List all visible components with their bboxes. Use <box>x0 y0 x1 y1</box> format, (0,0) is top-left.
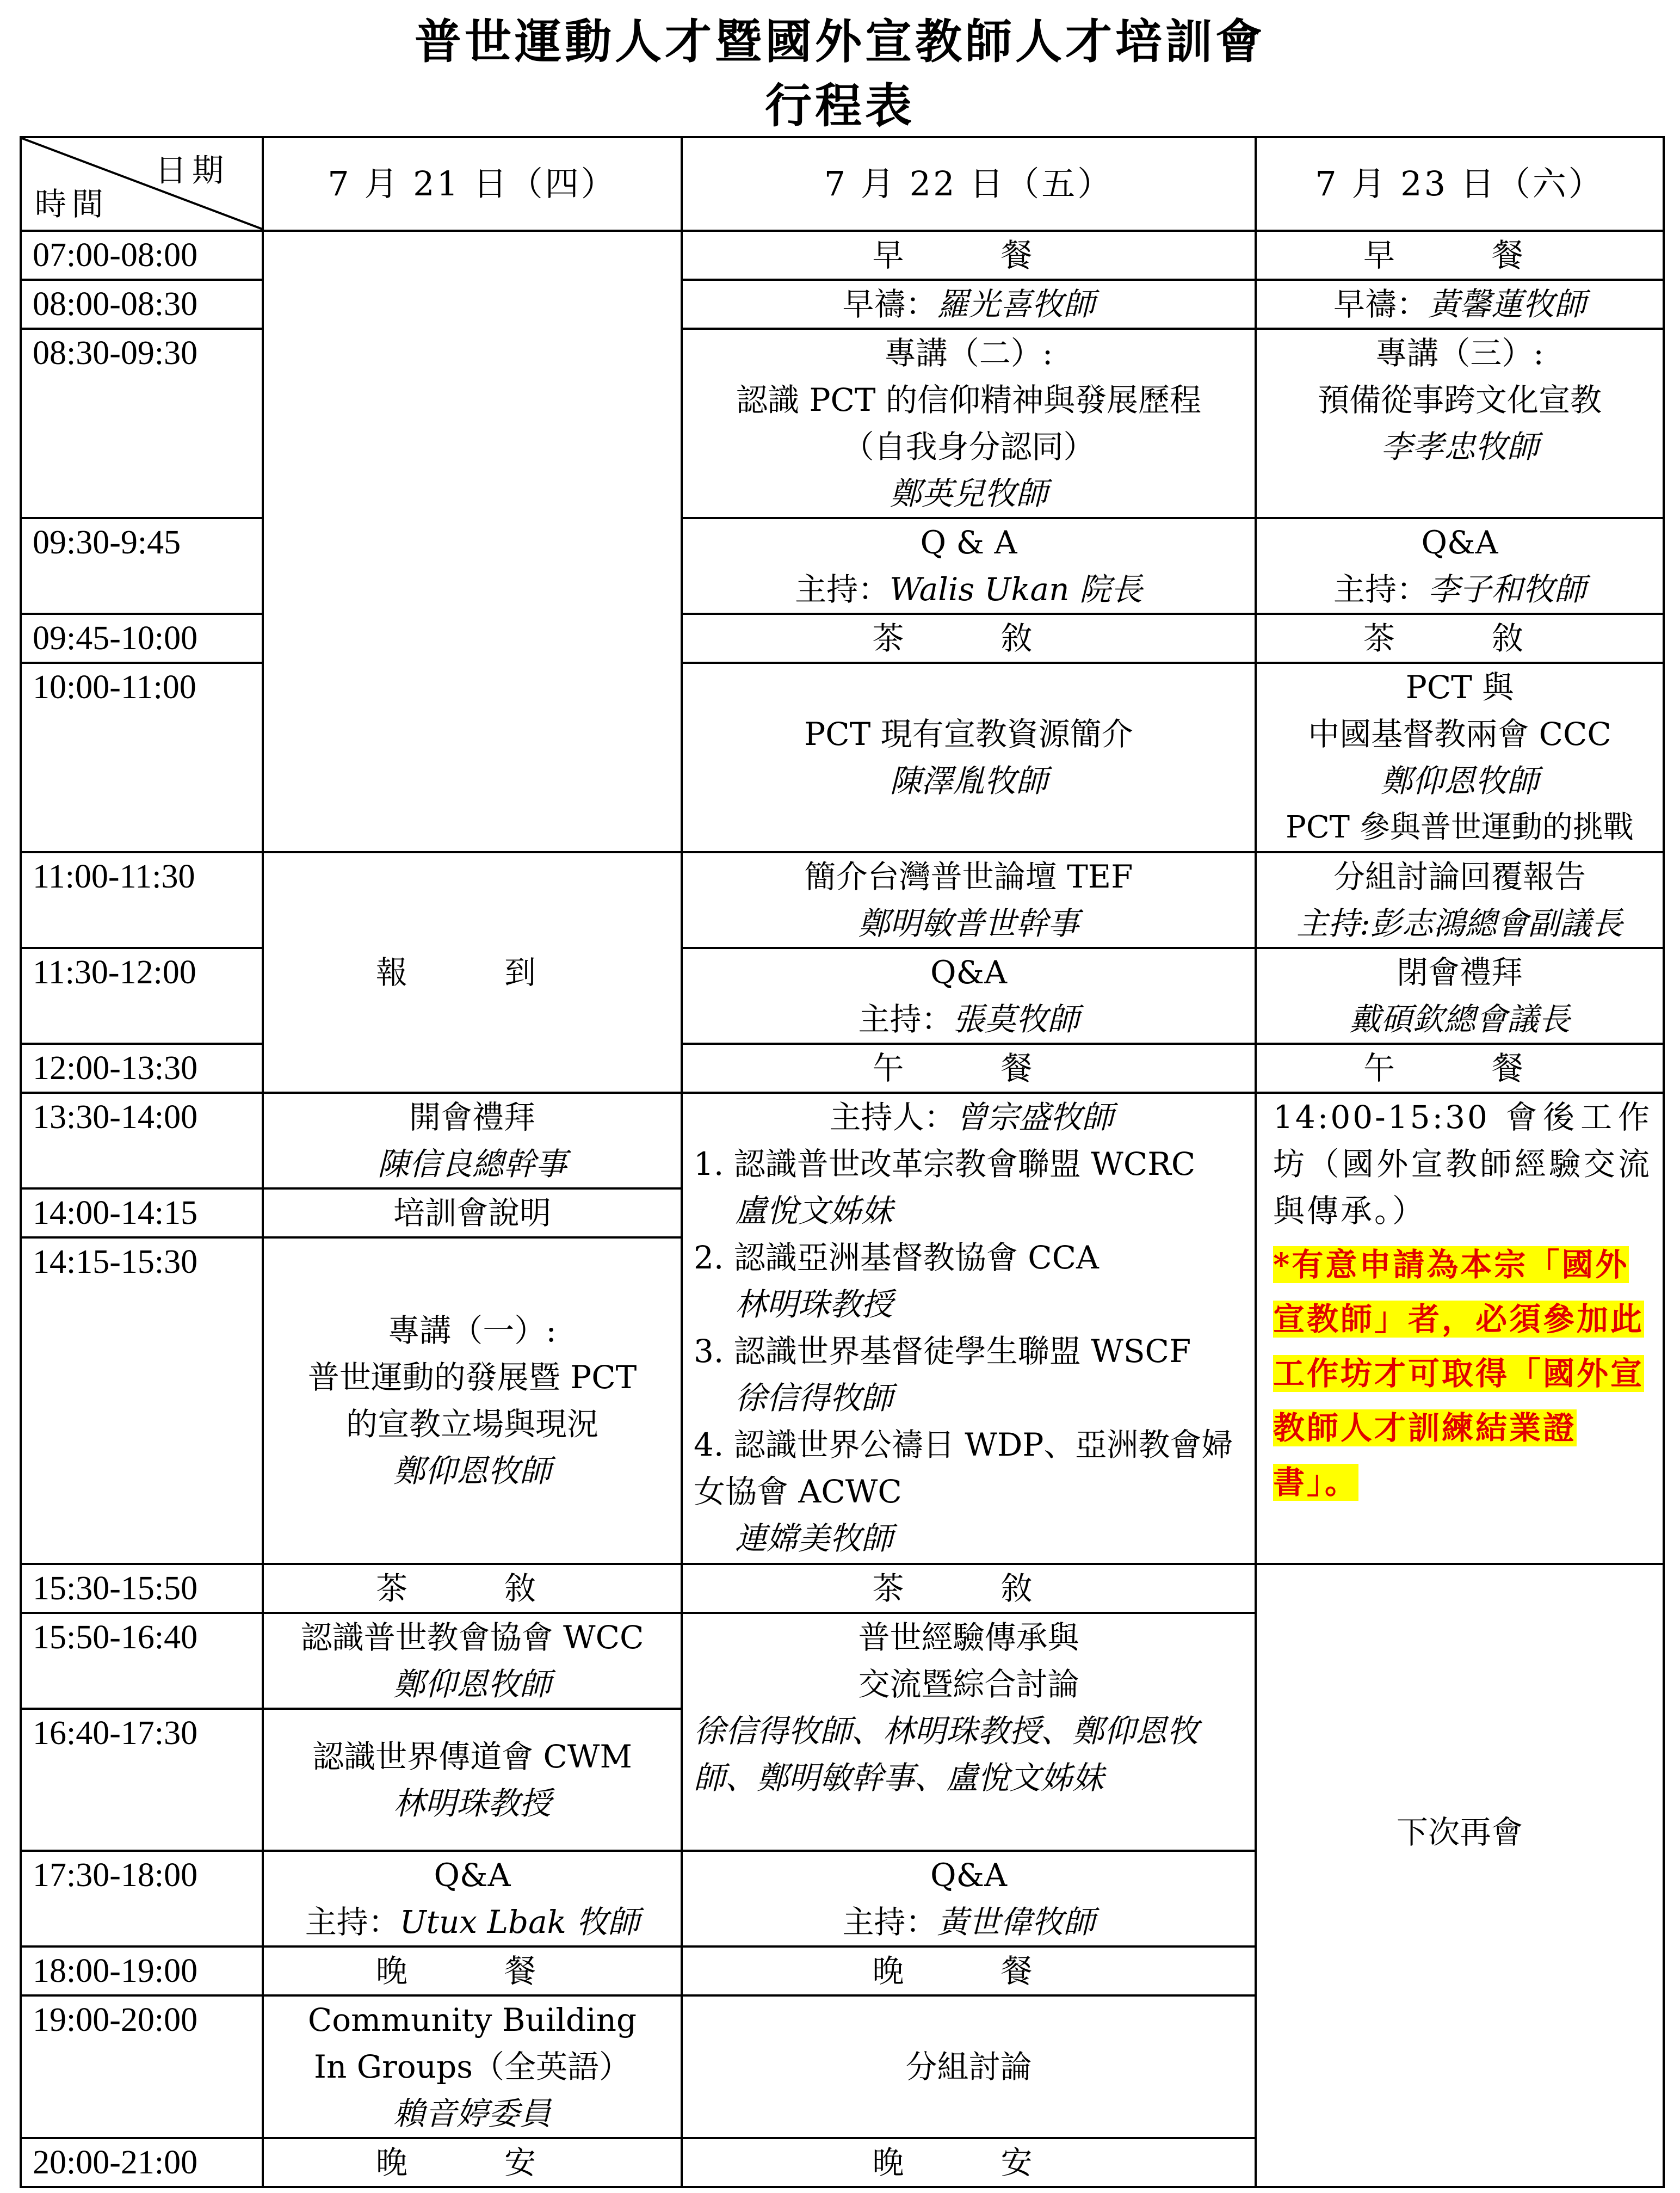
corner-cell <box>21 137 263 231</box>
day2-mission-resources-speaker: 陳澤胤牧師 <box>890 762 1048 799</box>
day3-workshop-notice: *有意申請為本宗「國外宣教師」者，必須參加此工作坊才可取得「國外宣教師人才訓練結業證書」。 <box>1273 1246 1645 1501</box>
day3-lunch <box>1256 1044 1664 1093</box>
day1-opening <box>263 1093 682 1188</box>
list-item-title: 1. 認識普世改革宗教會聯盟 WCRC <box>694 1145 1196 1182</box>
list-item-title: 4. 認識世界公禱日 WDP、亞洲教會婦女協會 ACWC <box>694 1426 1233 1510</box>
day3-ccc-line3: PCT 參與普世運動的挑戰 <box>1286 810 1634 845</box>
time-cell: 15:50-16:40 <box>21 1613 263 1709</box>
list-item <box>694 1328 1249 1421</box>
day3-tea-label: 茶 敘 <box>1363 620 1556 657</box>
day2-qa2-host: 張莫牧師 <box>953 1001 1079 1038</box>
day1-empty-morning <box>263 231 682 852</box>
list-item <box>694 1141 1249 1234</box>
day3-qa1-host-prefix: 主持： <box>1333 571 1428 608</box>
day2-afternoon-sessions <box>682 1093 1256 1564</box>
time-cell: 16:40-17:30 <box>21 1709 263 1851</box>
day2-qa1-host: Walis Ukan 院長 <box>890 571 1142 608</box>
time-cell: 11:00-11:30 <box>21 852 263 948</box>
time-cell: 08:00-08:30 <box>21 280 263 329</box>
corner-time-label: 時間 <box>35 186 109 223</box>
time-cell: 17:30-18:00 <box>21 1851 263 1946</box>
day1-briefing: 培訓會說明 <box>263 1188 682 1237</box>
day1-qa <box>263 1851 682 1946</box>
time-cell: 19:00-20:00 <box>21 1995 263 2138</box>
day1-cb-line1: Community Building <box>307 2001 637 2038</box>
day3-report-host: 主持:彭志鴻總會副議長 <box>1296 905 1623 942</box>
day1-wcc-speaker: 鄭仰恩牧師 <box>393 1666 551 1703</box>
day2-afternoon-host: 曾宗盛牧師 <box>955 1099 1114 1136</box>
day1-dinner-label: 晚 餐 <box>375 1952 569 1989</box>
day3-lecture3-topic: 預備從事跨文化宣教 <box>1317 381 1602 418</box>
list-item-speaker: 盧悅文姊妹 <box>735 1192 893 1229</box>
day3-tea <box>1256 614 1664 663</box>
day1-lecture1-heading: 專講（一）: <box>388 1312 557 1349</box>
day2-qa1-host-prefix: 主持： <box>795 571 890 608</box>
day1-qa-title: Q&A <box>434 1857 511 1894</box>
list-item-speaker: 林明珠教授 <box>735 1286 893 1323</box>
day1-cb-speaker: 賴音婷委員 <box>393 2095 551 2132</box>
day2-goodnight <box>682 2138 1256 2187</box>
day1-dinner <box>263 1946 682 1995</box>
day2-goodnight-label: 晚 安 <box>872 2144 1065 2181</box>
day1-cwm-speaker: 林明珠教授 <box>393 1784 551 1822</box>
day2-tea2-label: 茶 敘 <box>872 1570 1065 1607</box>
day2-mission-resources <box>682 663 1256 852</box>
day2-lecture2-topic: 認識 PCT 的信仰精神與發展歷程 <box>736 381 1201 418</box>
day2-group-discussion: 分組討論 <box>682 1995 1256 2138</box>
day2-tea2 <box>682 1564 1256 1613</box>
time-cell: 08:30-09:30 <box>21 329 263 518</box>
day-header-1: 7 月 21 日（四） <box>263 137 682 231</box>
day2-breakfast <box>682 231 1256 280</box>
day-header-2: 7 月 22 日（五） <box>682 137 1256 231</box>
day3-farewell-label: 下次再會 <box>1396 1813 1523 1851</box>
day3-ccc-speaker: 鄭仰恩牧師 <box>1380 762 1539 799</box>
day1-opening-title: 開會禮拜 <box>409 1099 535 1136</box>
day3-report-topic: 分組討論回覆報告 <box>1333 858 1586 895</box>
day3-devotion-speaker: 黃馨蓮牧師 <box>1428 286 1586 323</box>
time-cell: 10:00-11:00 <box>21 663 263 852</box>
day1-opening-speaker: 陳信良總幹事 <box>377 1145 567 1182</box>
list-item-speaker: 連嫦美牧師 <box>735 1520 893 1557</box>
day3-qa1 <box>1256 518 1664 614</box>
day2-lecture2-subtopic: （自我身分認同） <box>842 428 1095 465</box>
day3-qa1-host: 李子和牧師 <box>1428 571 1586 608</box>
day2-qa3-host: 黃世偉牧師 <box>937 1904 1095 1941</box>
day2-qa2 <box>682 948 1256 1044</box>
day2-lecture2-speaker: 鄭英兒牧師 <box>890 475 1048 512</box>
day1-qa-host: Utux Lbak 牧師 <box>399 1904 640 1941</box>
day1-wcc-topic: 認識普世教會協會 WCC <box>300 1619 644 1656</box>
day2-tef-topic: 簡介台灣普世論壇 TEF <box>804 858 1133 895</box>
day3-devotion-prefix: 早禱： <box>1333 286 1428 323</box>
day2-devotion-prefix: 早禱： <box>842 286 937 323</box>
day2-lecture2 <box>682 329 1256 518</box>
day3-lecture3-speaker: 李孝忠牧師 <box>1380 428 1539 465</box>
day2-lecture2-heading: 專講（二）: <box>884 335 1053 372</box>
day3-workshop <box>1256 1093 1664 1564</box>
day1-tea-label: 茶 敘 <box>375 1570 569 1607</box>
day1-lecture1-speaker: 鄭仰恩牧師 <box>393 1452 551 1489</box>
day2-experience-line1: 普世經驗傳承與 <box>858 1619 1079 1656</box>
list-item-title: 2. 認識亞洲基督教協會 CCA <box>694 1239 1099 1276</box>
day2-devotion <box>682 280 1256 329</box>
day2-tef <box>682 852 1256 948</box>
day3-ccc-line2: 中國基督教兩會 CCC <box>1308 716 1611 753</box>
day2-experience-line2: 交流暨綜合討論 <box>858 1666 1079 1703</box>
day1-lecture1-topic-cont: 的宣教立場與現況 <box>345 1406 598 1443</box>
day1-lecture1-topic: 普世運動的發展暨 PCT <box>307 1359 637 1396</box>
day3-closing <box>1256 948 1664 1044</box>
day1-checkin-label: 報 到 <box>375 954 569 991</box>
day3-ccc-line1: PCT 與 <box>1405 669 1514 706</box>
day2-tef-speaker: 鄭明敏普世幹事 <box>858 905 1079 942</box>
document-title: 普世運動人才暨國外宣教師人才培訓會 <box>415 14 1265 69</box>
time-cell: 07:00-08:00 <box>21 231 263 280</box>
day3-report <box>1256 852 1664 948</box>
day2-qa2-host-prefix: 主持： <box>858 1001 953 1038</box>
schedule-table <box>20 136 1665 2188</box>
day2-dinner-label: 晚 餐 <box>872 1952 1065 1989</box>
day2-qa3 <box>682 1851 1256 1946</box>
day3-breakfast-label: 早 餐 <box>1363 237 1556 274</box>
day3-workshop-text: 14:00-15:30 會後工作坊（國外宣教師經驗交流與傳承。） <box>1273 1099 1652 1229</box>
day2-mission-resources-topic: PCT 現有宣教資源簡介 <box>804 716 1133 753</box>
time-cell: 13:30-14:00 <box>21 1093 263 1188</box>
day2-breakfast-label: 早 餐 <box>872 237 1065 274</box>
day2-qa2-title: Q&A <box>930 954 1008 991</box>
day2-dinner <box>682 1946 1256 1995</box>
day1-checkin <box>263 852 682 1093</box>
corner-date-label: 日期 <box>155 152 229 189</box>
day2-qa1-title: Q & A <box>920 524 1017 561</box>
list-item-speaker: 徐信得牧師 <box>735 1379 893 1416</box>
day3-closing-title: 閉會禮拜 <box>1396 954 1523 991</box>
day2-lunch <box>682 1044 1256 1093</box>
list-item <box>694 1421 1249 1562</box>
day2-qa3-title: Q&A <box>930 1857 1008 1894</box>
day1-goodnight-label: 晚 安 <box>375 2144 569 2181</box>
day2-lunch-label: 午 餐 <box>872 1050 1065 1087</box>
day1-cwm <box>263 1709 682 1851</box>
day1-tea <box>263 1564 682 1613</box>
time-cell: 11:30-12:00 <box>21 948 263 1044</box>
day2-experience-speakers: 徐信得牧師、林明珠教授、鄭仰恩牧師、鄭明敏幹事、盧悅文姊妹 <box>694 1712 1199 1796</box>
list-item-title: 3. 認識世界基督徒學生聯盟 WSCF <box>694 1333 1191 1370</box>
day1-community-building <box>263 1995 682 2138</box>
day1-cb-line2: In Groups（全英語） <box>314 2048 631 2085</box>
day3-breakfast <box>1256 231 1664 280</box>
day2-experience <box>682 1613 1256 1851</box>
time-cell: 09:30-9:45 <box>21 518 263 614</box>
day1-goodnight <box>263 2138 682 2187</box>
day3-lecture3-heading: 專講（三）: <box>1375 335 1544 372</box>
day2-devotion-speaker: 羅光喜牧師 <box>937 286 1095 323</box>
day3-qa1-title: Q&A <box>1421 524 1498 561</box>
day3-farewell <box>1256 1564 1664 2187</box>
header-row <box>21 137 1664 231</box>
day3-devotion <box>1256 280 1664 329</box>
day1-wcc <box>263 1613 682 1709</box>
day3-lunch-label: 午 餐 <box>1363 1050 1556 1087</box>
document-subtitle: 行程表 <box>765 78 915 133</box>
time-cell: 14:15-15:30 <box>21 1237 263 1564</box>
day3-closing-speaker: 戴碩欽總會議長 <box>1349 1001 1570 1038</box>
day2-tea1 <box>682 614 1256 663</box>
time-cell: 18:00-19:00 <box>21 1946 263 1995</box>
day1-qa-host-prefix: 主持： <box>305 1904 400 1941</box>
day2-qa1 <box>682 518 1256 614</box>
time-cell: 14:00-14:15 <box>21 1188 263 1237</box>
time-cell: 20:00-21:00 <box>21 2138 263 2187</box>
time-cell: 12:00-13:30 <box>21 1044 263 1093</box>
list-item <box>694 1234 1249 1328</box>
day1-lecture1 <box>263 1237 682 1564</box>
day-header-3: 7 月 23 日（六） <box>1256 137 1664 231</box>
time-cell: 15:30-15:50 <box>21 1564 263 1613</box>
day1-cwm-topic: 認識世界傳道會 CWM <box>312 1738 632 1775</box>
day2-tea1-label: 茶 敘 <box>872 620 1065 657</box>
day2-qa3-host-prefix: 主持： <box>842 1904 937 1941</box>
time-cell: 09:45-10:00 <box>21 614 263 663</box>
day3-ccc <box>1256 663 1664 852</box>
day3-lecture3 <box>1256 329 1664 518</box>
day2-afternoon-host-prefix: 主持人： <box>829 1099 956 1136</box>
